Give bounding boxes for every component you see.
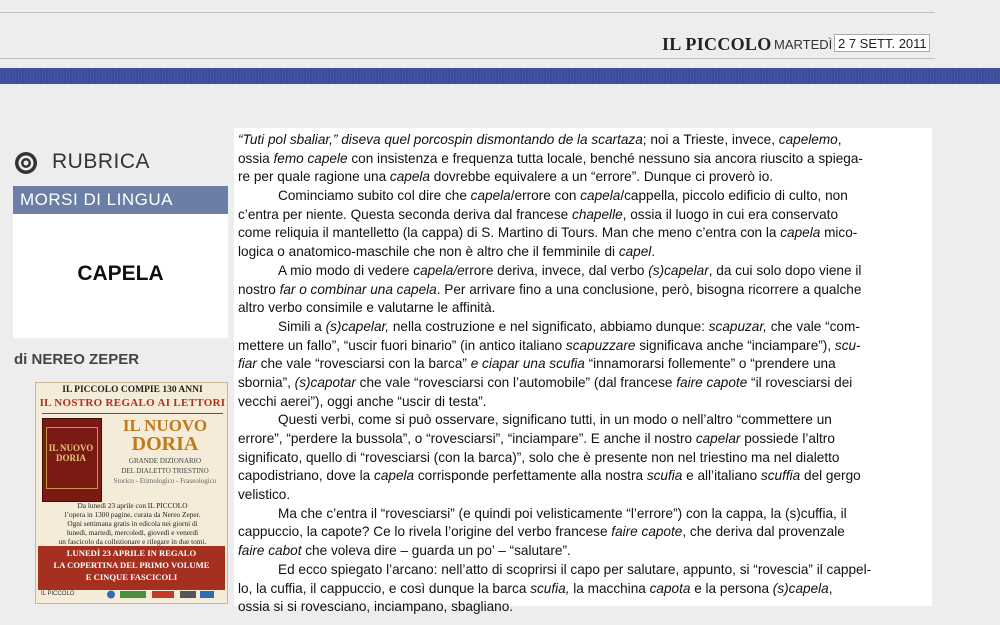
article-line: [238, 131, 930, 150]
text-run: , ossia il luogo in cui era conservato: [622, 206, 839, 222]
column-name: MORSI DI LINGUA: [20, 190, 173, 209]
italic-term: scapuzar,: [708, 318, 767, 334]
text-run: errore”, “perdere la bussola”, o “rovesciarsi”, “inciampare”. E anche il nostro: [238, 431, 696, 446]
text-run: significato, quello di “rovesciarsi (con la barca)”, solo che è presente non nel triestino ma nel dialetto: [238, 449, 840, 465]
ad-body-3: Ogni settimana gratis in edicola nei giorni di: [67, 519, 198, 528]
text-run: che vale “rovesciarsi con la barca”: [256, 356, 471, 372]
italic-term: chapelle: [572, 206, 623, 222]
text-run: possiede l’altro: [740, 431, 835, 446]
text-run: Questi verbi, come si può osservare, significano tutti, in un modo o nell’altro “commettere un: [278, 412, 832, 428]
text-run: e la persona: [690, 580, 773, 596]
text-run: del gergo: [800, 468, 861, 484]
text-run: dovrebbe equivalere a un “errore”. Dunque ci proverò io.: [429, 169, 774, 185]
ad-subhead-3: Storico - Etimologico - Fraseologico: [113, 477, 217, 485]
text-run: /errore con: [510, 188, 581, 204]
article-line: [238, 393, 930, 412]
publication-date: 2 7 SETT. 2011: [834, 34, 930, 52]
text-run: vecchi aerei”), oggi anche “uscir di testa”.: [238, 393, 487, 409]
text-run: lo, la cuffia, il cappuccio, e così dunque la barca: [238, 580, 531, 596]
text-run: che vale “com-: [766, 318, 860, 334]
article-line: [238, 206, 930, 225]
article-line: [238, 168, 930, 187]
article-line: [238, 281, 930, 300]
italic-term: capota: [649, 580, 691, 596]
article-line: [238, 150, 930, 169]
ad-top-line-2: IL NOSTRO REGALO AI LETTORI: [39, 397, 226, 409]
text-run: mico-: [820, 225, 858, 241]
text-run: logica o anatomico-maschile che non è altro che il femminile di: [238, 244, 619, 260]
article-line: [238, 561, 930, 580]
ad-headline-2: DORIA: [131, 433, 199, 455]
text-run: sbornia”,: [238, 374, 295, 390]
article-line: [238, 430, 930, 449]
italic-term: capelar: [695, 431, 741, 446]
italic-term: (s)capelar: [648, 262, 709, 278]
text-run: con insistenza e frequenza tutta locale, benché nessuno sia ancora riuscito a spiega-: [347, 150, 863, 166]
italic-term: capela: [374, 468, 415, 484]
article-line: [238, 337, 930, 356]
italic-term: scuffia: [760, 468, 801, 484]
article-line: [238, 411, 930, 430]
text-run: Ma che c’entra il “rovesciarsi” (e quindi poi velisticamente “l’errore”) con la cappa, la (s)cuffia, il: [278, 505, 847, 521]
text-run: A mio modo di vedere: [278, 262, 414, 278]
text-run: “innamorarsi follemente” o “prendere una: [584, 356, 836, 372]
text-run: , da cui solo dopo viene il: [708, 262, 862, 278]
publication-day: MARTEDÌ: [774, 37, 833, 52]
italic-term: capela: [580, 188, 621, 204]
text-run: altro verbo consimile e valutarne le affinità.: [238, 300, 496, 316]
newspaper-name: IL PICCOLO: [662, 34, 772, 54]
ad-red-line-1: LUNEDÌ 23 APRILE IN REGALO: [66, 548, 197, 558]
dictionary-advertisement: [35, 382, 228, 604]
italic-term: (s)capela: [772, 580, 829, 596]
italic-term: (s)capotar: [294, 374, 356, 390]
article-line: [238, 598, 930, 617]
ad-top-line-1: IL PICCOLO COMPIE 130 ANNI: [62, 385, 203, 395]
text-run: significava anche “inciampare”),: [635, 337, 835, 353]
italic-term: capela/e: [413, 262, 465, 278]
byline-author: NEREO ZEPER: [31, 351, 140, 368]
text-run: ; noi a Trieste, invece,: [642, 132, 779, 147]
article-line: [238, 523, 930, 542]
text-run: nostro: [238, 281, 280, 297]
italic-term: capela: [389, 169, 430, 185]
article-line: [238, 299, 930, 318]
text-run: mettere un fallo”, “uscir fuori binario” (in antico italiano: [238, 337, 566, 353]
article-line: [238, 318, 930, 337]
text-run: come reliquia il mantelletto (la cappa) di S. Martino di Tours. Man che meno c’entra con la: [238, 225, 781, 241]
ad-subhead-2: DEL DIALETTO TRIESTINO: [121, 467, 209, 475]
italic-term: e ciapar una scufia: [470, 356, 585, 372]
article-line: [238, 355, 930, 374]
text-run: che voleva dire – guarda un po’ – “salutare”.: [301, 543, 571, 559]
text-run: ,: [837, 132, 842, 147]
ad-body-5: un fascicolo da collezionare e rilegare in due tomi.: [58, 537, 207, 546]
italic-term: capelemo: [778, 132, 838, 147]
italic-term: faire cabot: [238, 543, 302, 559]
text-run: corrisponde perfettamente alla nostra: [414, 468, 647, 484]
text-run: e all’italiano: [682, 468, 761, 484]
italic-term: scufia: [646, 468, 683, 484]
italic-term: (s)capelar,: [325, 318, 390, 334]
text-run: Ed ecco spiegato l’arcano: nell’atto di scoprirsi il capo per salutare, appunto, si “rovescia” il cappel-: [278, 561, 872, 577]
article-line: [238, 505, 930, 524]
text-run: . Per arrivare fino a una conclusione, però, bisogna ricorrere a qualche: [436, 281, 862, 297]
text-run: c’entra per niente. Questa seconda deriva dal francese: [238, 206, 573, 222]
article-line: [238, 467, 930, 486]
ad-body-4: lunedì, martedì, mercoledì, giovedì e venerdì: [66, 528, 199, 537]
decorative-blue-band: [0, 68, 1000, 84]
article-line: [238, 243, 930, 262]
italic-term: faire capote: [676, 374, 748, 390]
text-run: ossia si si rovesciano, inciampano, sbagliano.: [238, 599, 514, 615]
article-line: [238, 374, 930, 393]
italic-term: “Tuti pol sbaliar,” diseva quel porcospin dismontando de la scartaza: [238, 132, 643, 147]
ad-red-line-3: E CINQUE FASCICOLI: [85, 572, 178, 582]
italic-term: scapuzzare: [565, 337, 636, 353]
text-run: rrore deriva, invece, dal verbo: [464, 262, 649, 278]
section-label: RUBRICA: [52, 150, 151, 173]
article-line: [238, 187, 930, 206]
article-line: [238, 542, 930, 561]
italic-term: scufia,: [530, 580, 570, 596]
italic-term: capela: [780, 225, 821, 241]
text-run: nella costruzione e nel significato, abbiamo dunque:: [389, 318, 709, 334]
text-run: re per quale ragione una: [238, 169, 390, 185]
ad-subhead-1: GRANDE DIZIONARIO: [128, 457, 202, 465]
article-line: [238, 224, 930, 243]
text-run: che vale “rovesciarsi con l’automobile” (dal francese: [355, 374, 677, 390]
article-line: [238, 486, 930, 505]
ad-body-1: Da lunedì 23 aprile con IL PICCOLO: [77, 501, 188, 510]
ad-body-2: l’opera in 1300 pagine, curata da Nereo Zeper.: [64, 510, 201, 519]
article-body: [238, 131, 930, 617]
target-icon: [14, 151, 38, 175]
text-run: Cominciamo subito col dire che: [278, 188, 471, 204]
text-run: cappuccio, la capote? Ce lo rivela l’origine del verbo francese: [238, 524, 612, 540]
italic-term: far o combinar una capela: [279, 281, 437, 297]
italic-term: fiar: [238, 356, 257, 372]
italic-term: femo capele: [273, 150, 348, 166]
italic-term: capela: [470, 188, 511, 204]
text-run: Simili a: [278, 318, 326, 334]
text-run: “il rovesciarsi dei: [747, 374, 853, 390]
book-cover-title: IL NUOVO DORIA: [48, 443, 94, 463]
text-run: la macchina: [569, 580, 650, 596]
sponsor-logos: [106, 590, 216, 599]
masthead-rule: [0, 58, 935, 59]
ad-red-line-2: LA COPERTINA DEL PRIMO VOLUME: [53, 560, 210, 570]
text-run: .: [651, 244, 656, 260]
text-run: /cappella, piccolo edificio di culto, non: [620, 188, 848, 204]
ad-headline-1: IL NUOVO: [122, 416, 208, 435]
article-line: [238, 580, 930, 599]
byline-prefix: di: [14, 351, 28, 368]
top-rule: [0, 12, 935, 13]
article-title: CAPELA: [77, 262, 164, 285]
text-run: ,: [828, 580, 833, 596]
article-line: [238, 449, 930, 468]
text-run: , che deriva dal provenzale: [682, 524, 845, 540]
ad-logo-il-piccolo: IL PICCOLO: [41, 591, 75, 597]
italic-term: capel: [618, 244, 652, 260]
italic-term: scu-: [834, 337, 861, 353]
byline: [14, 351, 139, 368]
text-run: velistico.: [238, 487, 291, 503]
text-run: ossia: [238, 150, 274, 166]
text-run: capodistriano, dove la: [238, 468, 375, 484]
italic-term: faire capote: [611, 524, 683, 540]
ad-divider: [42, 413, 223, 414]
article-line: [238, 262, 930, 281]
